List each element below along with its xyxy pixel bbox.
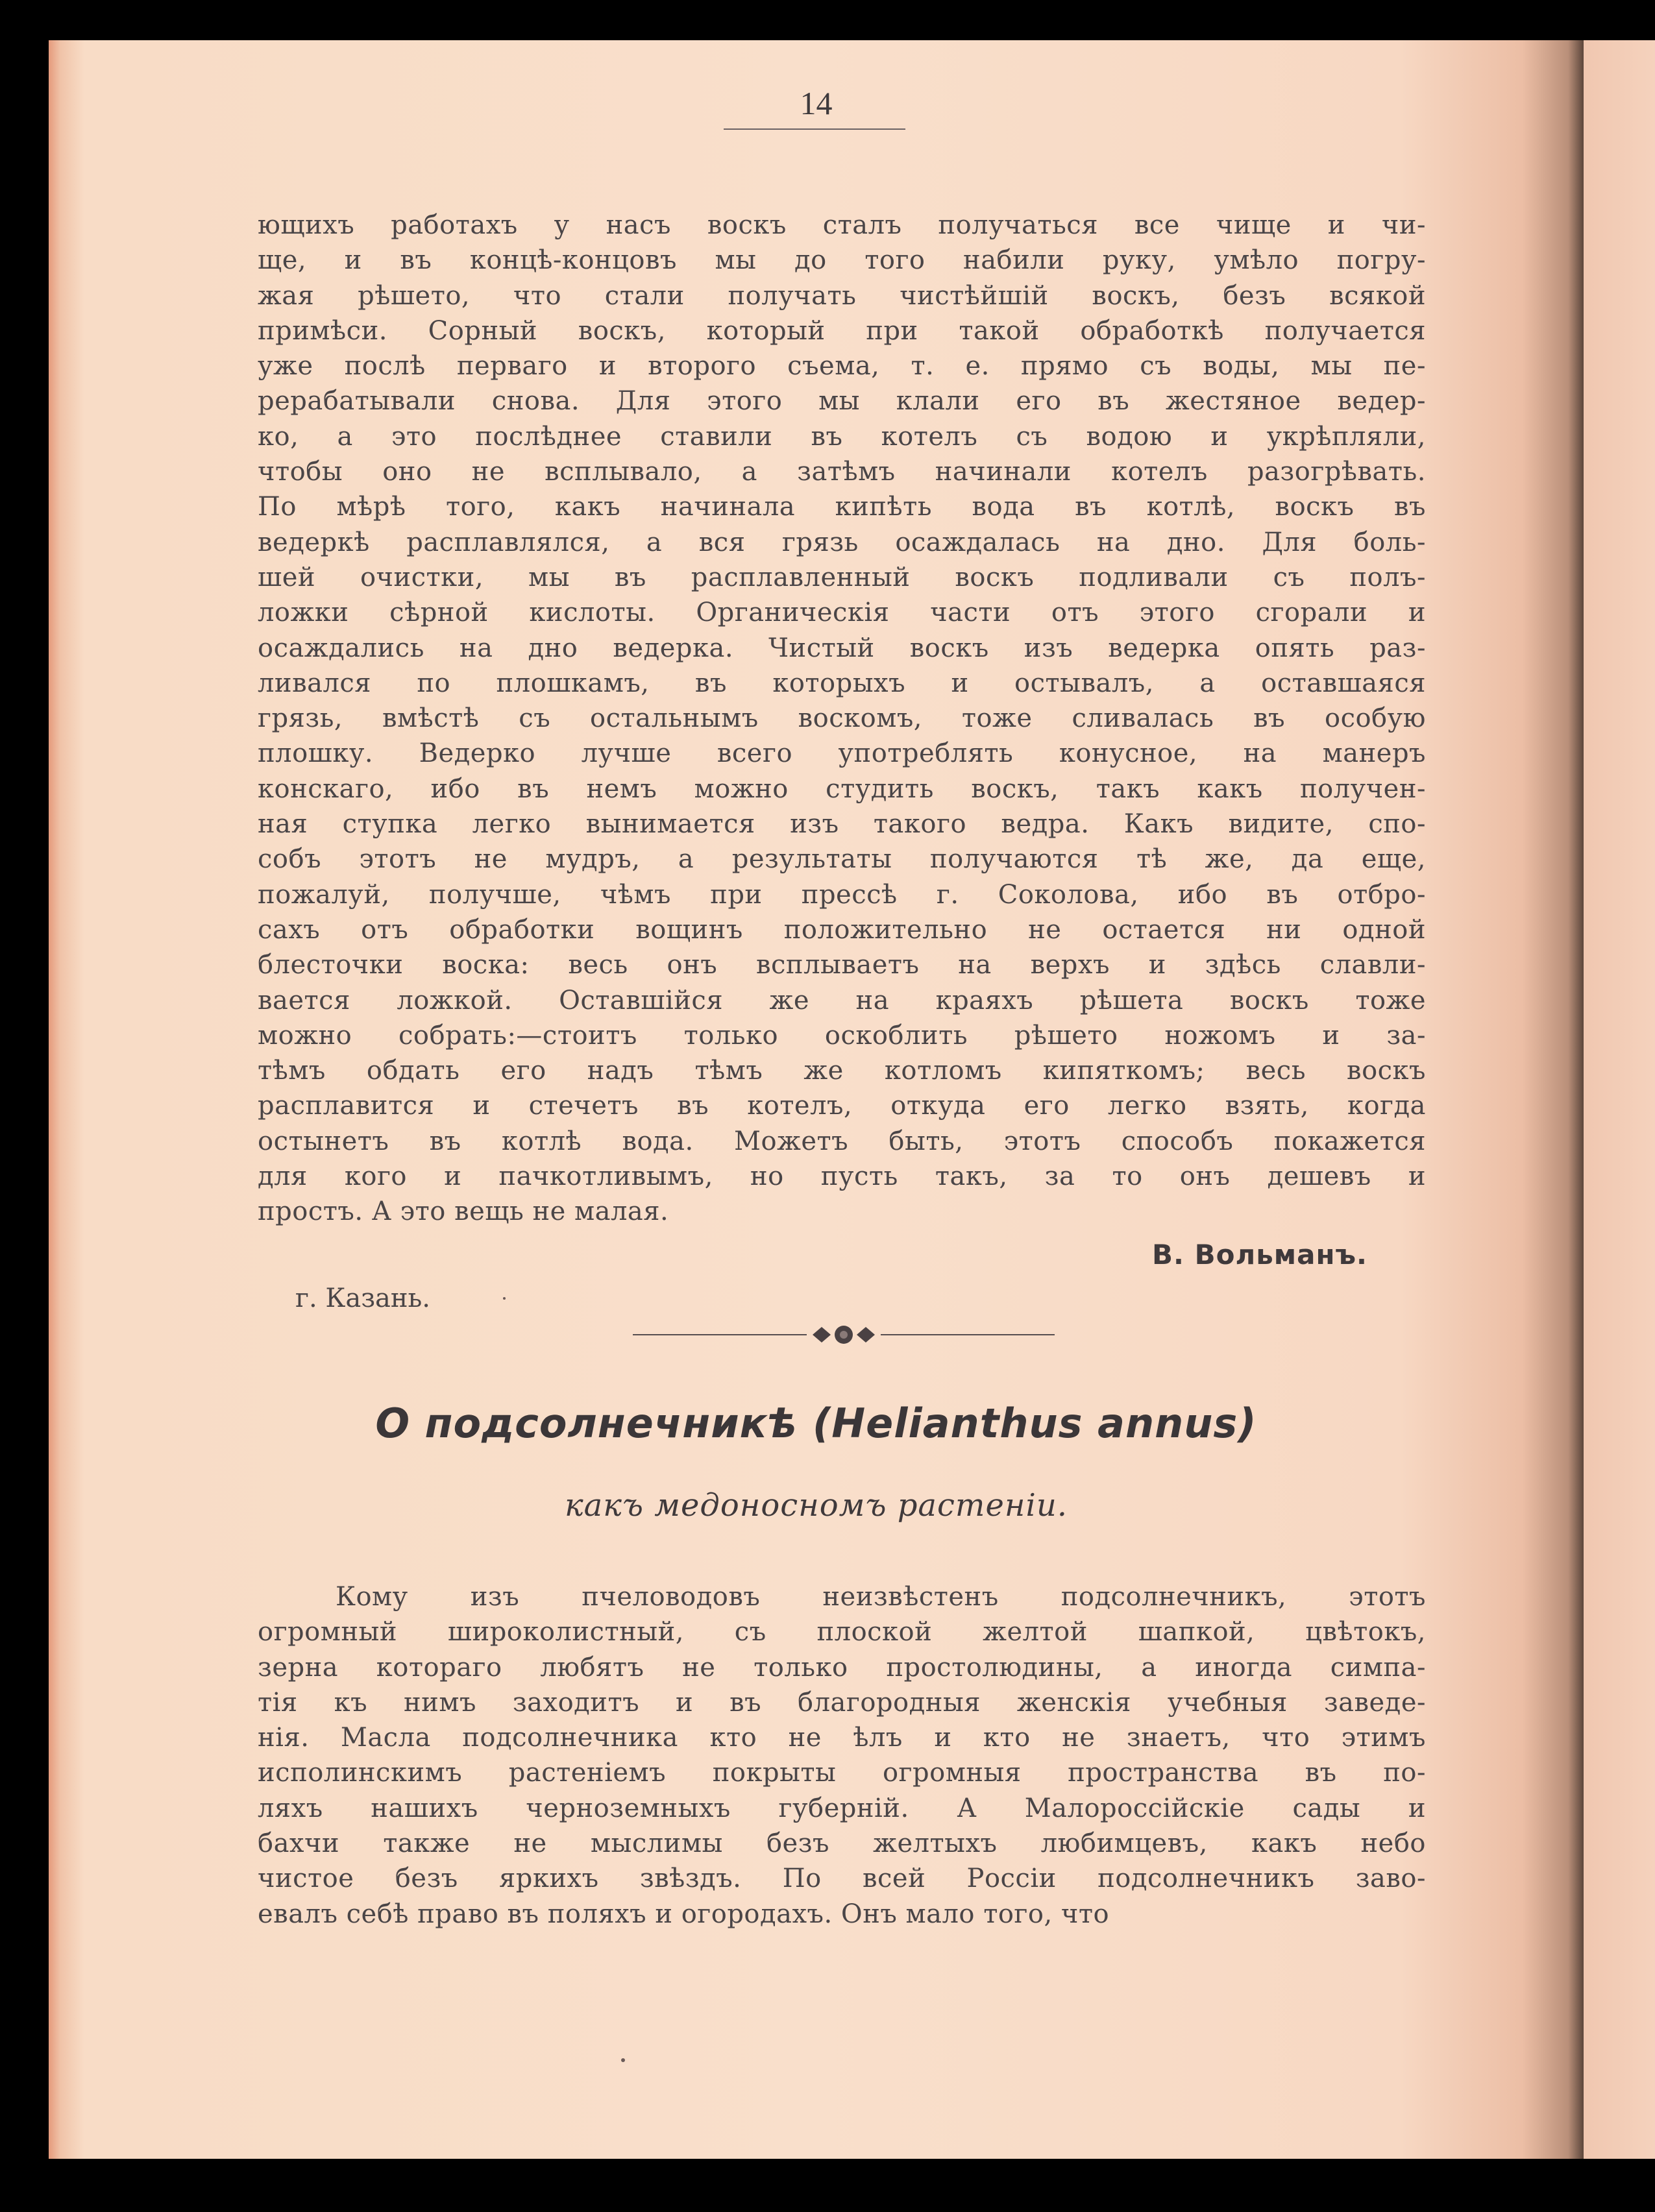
text-line: вается ложкой. Оставшійся же на краяхъ рѣшета воскъ тоже: [258, 985, 1426, 1015]
text-line: ная ступка легко вынимается изъ такого ведра. Какъ видите, спо-: [258, 809, 1426, 840]
text-line: зерна котораго любятъ не только простолюдины, а иногда симпа-: [258, 1652, 1426, 1683]
text-line: уже послѣ перваго и второго съема, т. е. прямо съ воды, мы пе-: [258, 351, 1426, 382]
ornament-left-line: [633, 1334, 807, 1335]
text-line: грязь, вмѣстѣ съ остальнымъ воскомъ, тоже сливалась въ особую: [258, 703, 1426, 734]
speck: [621, 2058, 625, 2062]
text-line: для кого и пачкотливымъ, но пусть такъ, за то онъ дешевъ и: [258, 1161, 1426, 1192]
text-line: ляхъ нашихъ черноземныхъ губерній. А Малороссійскіе сады и: [258, 1793, 1426, 1823]
text-line: чтобы оно не всплывало, а затѣмъ начинали котелъ разогрѣвать.: [258, 457, 1426, 487]
text-line: тія къ нимъ заходитъ и въ благородныя женскія учебныя заведе-: [258, 1687, 1426, 1718]
book-page: [49, 40, 1584, 2159]
section-ornament: [633, 1315, 1055, 1354]
page-number: 14: [800, 85, 833, 121]
text-line: чистое безъ яркихъ звѣздъ. По всей Россіи подсолнечникъ заво-: [258, 1864, 1426, 1894]
text-line: пожалуй, получше, чѣмъ при прессѣ г. Соколова, ибо въ отбро-: [258, 879, 1426, 910]
ornament-right-line: [881, 1334, 1055, 1335]
speck: [503, 1297, 506, 1300]
text-line: Кому изъ пчеловодовъ неизвѣстенъ подсолнечникъ, этотъ: [336, 1582, 1426, 1612]
text-line: собъ этотъ не мудръ, а результаты получаются тѣ же, да еще,: [258, 844, 1426, 875]
text-line: нія. Масла подсолнечника кто не ѣлъ и кто не знаетъ, что этимъ: [258, 1723, 1426, 1753]
text-line: ющихъ работахъ у насъ воскъ сталъ получаться все чище и чи-: [258, 210, 1426, 240]
paragraph-2: [258, 1579, 1426, 1932]
text-line: ложки сѣрной кислоты. Органическія части отъ этого сгорали и: [258, 598, 1426, 628]
text-line: ко, а это послѣднее ставили въ котелъ съ водою и укрѣпляли,: [258, 421, 1426, 452]
text-line: тѣмъ обдать его надъ тѣмъ же котломъ кипяткомъ; весь воскъ: [258, 1056, 1426, 1086]
text-line: сахъ отъ обработки вощинъ положительно не остается ни одной: [258, 914, 1426, 945]
text-line: рерабатывали снова. Для этого мы клали его въ жестяное ведер-: [258, 386, 1426, 417]
text-line: бахчи также не мыслимы безъ желтыхъ любимцевъ, какъ небо: [258, 1829, 1426, 1859]
text-line: простъ. А это вещь не малая.: [258, 1197, 669, 1227]
text-line: блесточки воска: весь онъ всплываетъ на верхъ и здѣсь славли-: [258, 950, 1426, 980]
article-title: О подсолнечникѣ (Helianthus annus): [375, 1400, 1257, 1447]
text-line: шей очистки, мы въ расплавленный воскъ подливали съ полъ-: [258, 562, 1426, 592]
text-line: расплавится и стечетъ въ котелъ, откуда его легко взять, когда: [258, 1091, 1426, 1121]
city-line: г. Казань.: [295, 1283, 431, 1313]
text-line: евалъ себѣ право въ поляхъ и огородахъ. Онъ мало того, что: [258, 1899, 1110, 1929]
text-line: остынетъ въ котлѣ вода. Можетъ быть, этотъ способъ покажется: [258, 1126, 1426, 1156]
text-line: исполинскимъ растеніемъ покрыты огромныя пространства въ по-: [258, 1758, 1426, 1788]
text-line: ливался по плошкамъ, въ которыхъ и остывалъ, а оставшаяся: [258, 668, 1426, 698]
text-line: осаждались на дно ведерка. Чистый воскъ изъ ведерка опять раз-: [258, 633, 1426, 663]
article-subtitle: какъ медоносномъ растеніи.: [565, 1487, 1068, 1524]
ornament-diamond-icon: [811, 1322, 876, 1348]
text-line: можно собрать:—стоитъ только оскоблить рѣшето ножомъ и за-: [258, 1020, 1426, 1051]
text-line: жая рѣшето, что стали получать чистѣйшій воскъ, безъ всякой: [258, 280, 1426, 311]
header-rule: [724, 128, 905, 130]
text-line: По мѣрѣ того, какъ начинала кипѣть вода въ котлѣ, воскъ въ: [258, 492, 1426, 522]
text-line: конскаго, ибо въ немъ можно студить воскъ, такъ какъ получен-: [258, 773, 1426, 804]
author-signature: В. Вольманъ.: [1152, 1239, 1367, 1270]
adjacent-page-edge: [1584, 40, 1655, 2159]
text-line: огромный широколистный, съ плоской желтой шапкой, цвѣтокъ,: [258, 1617, 1426, 1647]
text-line: плошку. Ведерко лучше всего употреблять конусное, на манеръ: [258, 738, 1426, 769]
text-line: ведеркѣ расплавлялся, а вся грязь осаждалась на дно. Для боль-: [258, 527, 1426, 557]
text-line: ще, и въ концѣ-концовъ мы до того набили руку, умѣло погру-: [258, 245, 1426, 276]
text-line: примѣси. Сорный воскъ, который при такой обработкѣ получается: [258, 315, 1426, 346]
paragraph-1: [258, 208, 1426, 1230]
